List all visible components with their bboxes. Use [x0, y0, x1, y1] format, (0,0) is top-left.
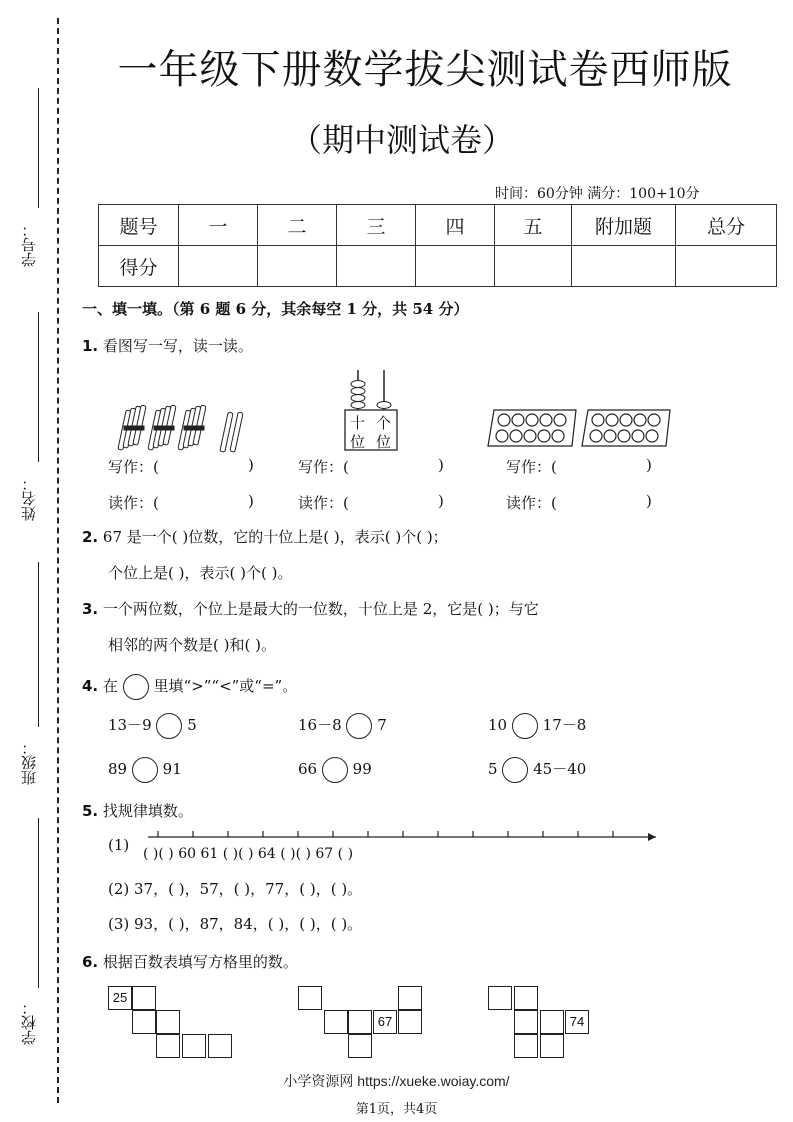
- score-row-label: 得分: [99, 246, 179, 287]
- question-text: 一个两位数，个位上是最大的一位数，十位上是 2，它是( )；与它: [102, 600, 539, 618]
- score-header-cell: 四: [416, 205, 495, 246]
- abacus-label-place: 位: [376, 433, 392, 451]
- read-prompt: 读作：(: [108, 494, 159, 512]
- compare-circle[interactable]: [512, 713, 538, 739]
- question-text: 根据百数表填写方格里的数。: [102, 953, 298, 971]
- answer-close: ): [438, 456, 444, 474]
- student-id-blank: [38, 88, 39, 208]
- pattern-3: (3) 93，( )，87，84，( )，( )，( )。: [108, 915, 363, 933]
- stick-bundle: [178, 405, 206, 450]
- egg-tray: [582, 410, 670, 446]
- grid-cell[interactable]: [156, 1034, 180, 1058]
- grid-cell[interactable]: [514, 1010, 538, 1034]
- compare-left: 66: [298, 760, 318, 778]
- compare-circle[interactable]: [156, 713, 182, 739]
- grid-cell[interactable]: [514, 1034, 538, 1058]
- answer-close: ): [248, 492, 254, 510]
- compare-item: [488, 713, 586, 739]
- question-number: 4.: [82, 677, 99, 695]
- compare-item: [108, 713, 197, 739]
- compare-right: 17－8: [542, 716, 587, 734]
- page-title: 一年级下册数学拔尖测试卷西师版: [117, 47, 733, 93]
- compare-item: [298, 713, 387, 739]
- section-heading: 一、填一填。（第 6 题 6 分，其余每空 1 分，共 54 分）: [82, 300, 469, 318]
- score-header-cell: 总分: [676, 205, 777, 246]
- read-prompt: 读作：(: [298, 494, 349, 512]
- compare-left: 5: [488, 760, 498, 778]
- number-line: [148, 828, 660, 842]
- grid-cell[interactable]: [298, 986, 322, 1010]
- grid-cell[interactable]: [182, 1034, 206, 1058]
- question-2: [82, 526, 448, 547]
- score-cell[interactable]: [416, 246, 495, 287]
- question-number: 6.: [82, 953, 99, 971]
- question-3-line-2: 相邻的两个数是( )和( )。: [108, 636, 276, 654]
- grid-cell[interactable]: [324, 1010, 348, 1034]
- question-number: 3.: [82, 600, 99, 618]
- grid-cell[interactable]: [132, 986, 156, 1010]
- write-prompt: 写作：(: [506, 458, 557, 476]
- compare-circle[interactable]: [502, 757, 528, 783]
- question-1: [82, 335, 253, 356]
- score-cell[interactable]: [179, 246, 258, 287]
- class-label: 班级：: [20, 740, 38, 785]
- score-cell[interactable]: [495, 246, 572, 287]
- exam-meta: 时间：60分钟 满分：100+10分: [495, 186, 700, 202]
- name-blank: [38, 312, 39, 462]
- answer-close: ): [646, 492, 652, 510]
- grid-cell[interactable]: [540, 1034, 564, 1058]
- school-label: 学校：: [20, 1000, 38, 1045]
- compare-left: 10: [488, 716, 508, 734]
- score-cell[interactable]: [337, 246, 416, 287]
- compare-right: 7: [377, 716, 387, 734]
- compare-left: 89: [108, 760, 128, 778]
- compare-circle[interactable]: [322, 757, 348, 783]
- stick-bundles-figure: [112, 400, 252, 455]
- question-number: 1.: [82, 337, 99, 355]
- question-5: [82, 800, 193, 821]
- class-blank: [38, 562, 39, 727]
- footer-source-link[interactable]: 小学资源网 https://xueke.woiay.com/: [283, 1073, 510, 1089]
- compare-left: 13－9: [108, 716, 152, 734]
- question-text: 看图写一写，读一读。: [102, 337, 253, 355]
- score-table: [98, 204, 777, 287]
- grid-cell[interactable]: [348, 1034, 372, 1058]
- grid-cell[interactable]: [398, 986, 422, 1010]
- grid-cell[interactable]: [132, 1010, 156, 1034]
- compare-circle[interactable]: [346, 713, 372, 739]
- score-table-header-row: [99, 205, 777, 246]
- abacus-label-place: 位: [350, 433, 366, 451]
- compare-left: 16－8: [298, 716, 342, 734]
- grid-cell[interactable]: [398, 1010, 422, 1034]
- binding-dashed-line: [57, 18, 59, 1103]
- egg-tray: [488, 410, 576, 446]
- stick-bundle: [148, 405, 176, 450]
- question-text: 67 是一个( )位数，它的十位上是( )，表示( )个( )；: [102, 528, 448, 546]
- write-prompt: 写作：(: [298, 458, 349, 476]
- compare-item: [108, 757, 182, 783]
- abacus-label-ones: 个: [376, 414, 392, 432]
- pattern-1-label: (1): [108, 836, 130, 854]
- score-cell[interactable]: [676, 246, 777, 287]
- score-header-cell: 一: [179, 205, 258, 246]
- egg-trays-figure: [486, 408, 676, 450]
- pattern-1-values: ( )( ) 60 61 ( )( ) 64 ( )( ) 67 ( ): [143, 846, 354, 862]
- grid-cell[interactable]: [156, 1010, 180, 1034]
- grid-cell[interactable]: [540, 1010, 564, 1034]
- compare-right: 91: [162, 760, 182, 778]
- compare-item: [488, 757, 586, 783]
- question-2-line-2: 个位上是( )，表示( )个( )。: [108, 564, 293, 582]
- compare-circle-icon: [123, 674, 149, 700]
- single-sticks: [220, 412, 243, 452]
- score-header-cell: 附加题: [572, 205, 676, 246]
- question-text: 找规律填数。: [102, 802, 193, 820]
- grid-cell[interactable]: [348, 1010, 372, 1034]
- compare-circle[interactable]: [132, 757, 158, 783]
- score-header-cell: 二: [258, 205, 337, 246]
- question-4: [82, 674, 297, 700]
- grid-cell[interactable]: [488, 986, 512, 1010]
- score-cell[interactable]: [258, 246, 337, 287]
- question-6: [82, 951, 298, 972]
- grid-cell-given: 25: [108, 986, 132, 1010]
- question-text: 里填“>”“<”或“=”。: [153, 677, 298, 695]
- question-number: 2.: [82, 528, 99, 546]
- score-header-cell: 三: [337, 205, 416, 246]
- question-3: [82, 598, 539, 619]
- answer-close: ): [646, 456, 652, 474]
- write-prompt: 写作：(: [108, 458, 159, 476]
- abacus-label-tens: 十: [350, 414, 366, 432]
- school-blank: [38, 818, 39, 988]
- grid-cell-given: 67: [373, 1010, 397, 1034]
- compare-item: [298, 757, 372, 783]
- score-header-cell: 题号: [99, 205, 179, 246]
- score-header-cell: 五: [495, 205, 572, 246]
- student-id-label: 学号：: [20, 222, 38, 267]
- compare-right: 45－40: [533, 760, 587, 778]
- compare-right: 99: [352, 760, 372, 778]
- score-cell[interactable]: [572, 246, 676, 287]
- page-number: 第1页，共4页: [355, 1102, 438, 1117]
- compare-right: 5: [187, 716, 197, 734]
- score-table-score-row: [99, 246, 777, 287]
- pattern-2: (2) 37，( )，57，( )，77，( )，( )。: [108, 880, 363, 898]
- question-text: 在: [102, 677, 118, 695]
- stick-bundle: [118, 405, 146, 450]
- grid-cell[interactable]: [208, 1034, 232, 1058]
- grid-cell[interactable]: [514, 986, 538, 1010]
- read-prompt: 读作：(: [506, 494, 557, 512]
- page-subtitle: （期中测试卷）: [290, 121, 515, 159]
- grid-cell-given: 74: [565, 1010, 589, 1034]
- answer-close: ): [438, 492, 444, 510]
- question-number: 5.: [82, 802, 99, 820]
- answer-close: ): [248, 456, 254, 474]
- name-label: 姓名：: [20, 476, 38, 521]
